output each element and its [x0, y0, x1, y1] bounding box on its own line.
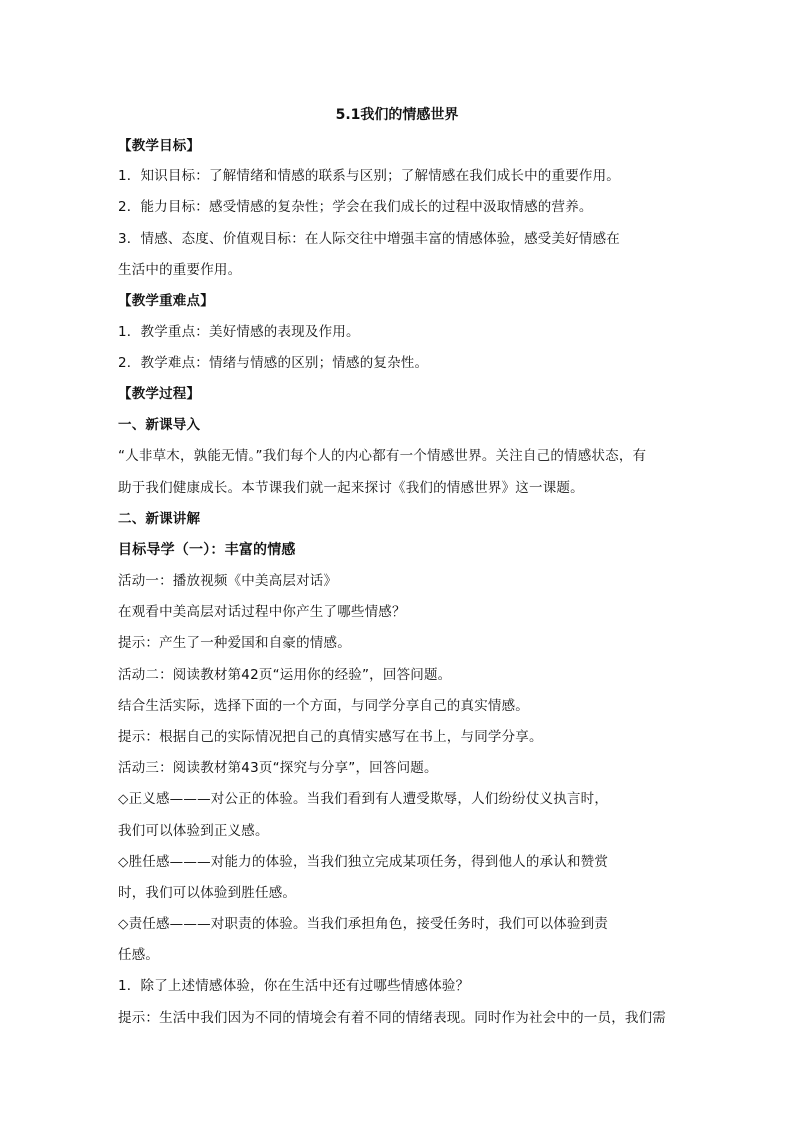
paragraph-line: ◇正义感———对公正的体验。当我们看到有人遭受欺辱，人们纷纷仗义执言时，: [118, 791, 609, 807]
paragraph-line: 助于我们健康成长。本节课我们就一起来探讨《我们的情感世界》这一课题。: [118, 480, 584, 496]
section-heading-process: 【教学过程】: [118, 386, 201, 402]
paragraph-line: ◇责任感———对职责的体验。当我们承担角色，接受任务时，我们可以体验到责: [118, 916, 609, 932]
section-heading-objectives: 【教学目标】: [118, 138, 201, 154]
paragraph-line: 1．教学重点：美好情感的表现及作用。: [118, 324, 360, 340]
paragraph-line: 活动二：阅读教材第42页“运用你的经验”，回答问题。: [118, 667, 452, 683]
paragraph-line: 提示：生活中我们因为不同的情境会有着不同的情绪表现。同时作为社会中的一员，我们需: [118, 1010, 666, 1026]
paragraph-line: 1．除了上述情感体验，你在生活中还有过哪些情感体验？: [118, 978, 470, 994]
paragraph-line: 在观看中美高层对话过程中你产生了哪些情感？: [118, 604, 406, 620]
paragraph-line: 1．知识目标：了解情绪和情感的联系与区别；了解情感在我们成长中的重要作用。: [118, 168, 620, 184]
paragraph-line: 2．教学难点：情绪与情感的区别；情感的复杂性。: [118, 355, 429, 371]
paragraph-line: 3．情感、态度、价值观目标：在人际交往中增强丰富的情感体验，感受美好情感在: [118, 231, 620, 247]
paragraph-line: 生活中的重要作用。: [118, 262, 242, 278]
paragraph-line: “人非草木，孰能无情。”我们每个人的内心都有一个情感世界。关注自己的情感状态，有: [118, 448, 647, 464]
paragraph-line: 提示：根据自己的实际情况把自己的真情实感写在书上，与同学分享。: [118, 729, 543, 745]
paragraph-line: 活动一：播放视频《中美高层对话》: [118, 573, 338, 589]
subsection-heading: 二、新课讲解: [118, 511, 201, 527]
subsection-heading: 一、新课导入: [118, 417, 201, 433]
paragraph-line: 提示：产生了一种爱国和自豪的情感。: [118, 635, 351, 651]
paragraph-line: 结合生活实际，选择下面的一个方面，与同学分享自己的真实情感。: [118, 698, 529, 714]
document-title: 5.1我们的情感世界: [335, 107, 459, 123]
paragraph-line: 2．能力目标：感受情感的复杂性；学会在我们成长的过程中汲取情感的营养。: [118, 199, 593, 215]
paragraph-line: 我们可以体验到正义感。: [118, 823, 269, 839]
section-heading-key-points: 【教学重难点】: [118, 293, 214, 309]
goal-heading: 目标导学（一）：丰富的情感: [118, 542, 296, 558]
paragraph-line: 活动三：阅读教材第43页“探究与分享”，回答问题。: [118, 760, 438, 776]
paragraph-line: ◇胜任感———对能力的体验，当我们独立完成某项任务，得到他人的承认和赞赏: [118, 854, 609, 870]
paragraph-line: 任感。: [118, 947, 160, 963]
paragraph-line: 时，我们可以体验到胜任感。: [118, 885, 297, 901]
